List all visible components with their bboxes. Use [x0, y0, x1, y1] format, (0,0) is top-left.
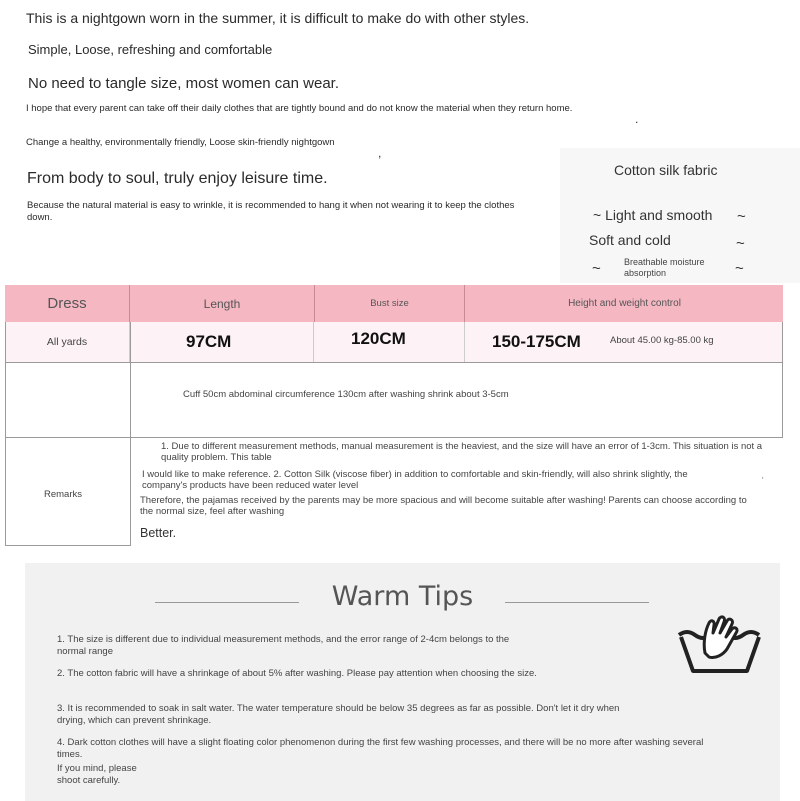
remark-3: Therefore, the pajamas received by the parents may be more spacious and will become suitable after washing! Parents can choose according to the normal size, feel after washing [140, 495, 747, 517]
decorative-comma: , [378, 146, 382, 160]
tilde-decoration: ~ [736, 235, 745, 252]
tip-2: 2. The cotton fabric will have a shrinkage of about 5% after washing. Please pay attention when choosing the size. [57, 668, 537, 679]
warm-tips-title: Warm Tips [331, 581, 474, 612]
table-line [5, 362, 783, 363]
fabric-feature-breathable: Breathable moisture absorption [624, 257, 705, 278]
tilde-decoration: ~ [737, 208, 746, 225]
intro-line-2: Simple, Loose, refreshing and comfortable [28, 42, 273, 57]
fabric-title: Cotton silk fabric [614, 162, 718, 178]
intro-line-5: Change a healthy, environmentally friendly, Loose skin-friendly nightgown [26, 137, 335, 148]
table-row [5, 322, 783, 363]
intro-line-1: This is a nightgown worn in the summer, it is difficult to make do with other styles. [26, 10, 530, 26]
tips-rule-right [505, 602, 649, 603]
table-line [130, 322, 131, 546]
header-bust: Bust size [315, 285, 465, 322]
remark-4: Better. [140, 526, 177, 540]
fabric-feature-soft: Soft and cold [589, 232, 671, 248]
tilde-decoration: ~ [735, 260, 744, 277]
intro-line-3: No need to tangle size, most women can wear. [28, 75, 340, 92]
table-line [782, 322, 783, 438]
tip-4-line-2: If you mind, please [57, 763, 137, 774]
remark-1: 1. Due to different measurement methods, manual measurement is the heaviest, and the size will have an error of 1-3cm. This situation is not a quality problem. This table [161, 441, 763, 463]
decorative-dot: . [635, 112, 639, 126]
cell-height: 150-175CM [492, 332, 581, 351]
fabric-feature-smooth: ~ Light and smooth [593, 207, 713, 223]
remark-2: I would like to make reference. 2. Cotton Silk (viscose fiber) in addition to comfortable and skin-friendly, will also shrink slightly, the company's products have been reduced water level [142, 469, 688, 491]
table-line [5, 545, 131, 546]
tip-4-line-3: shoot carefully. [57, 775, 121, 786]
cell-weight: About 45.00 kg-85.00 kg [610, 334, 714, 346]
cell-length: 97CM [130, 322, 314, 362]
tip-3: 3. It is recommended to soak in salt water. The water temperature should be below 35 degrees as far as possible. Don't let it dry when drying, which can prevent shrinkage. [57, 703, 620, 726]
tip-4: 4. Dark cotton clothes will have a slight floating color phenomenon during the first few washing processes, and there will be no more after washing several times. [57, 737, 704, 760]
cell-bust: 120CM [315, 322, 465, 362]
tilde-decoration: ~ [592, 260, 601, 277]
warm-tips-panel [25, 563, 780, 801]
intro-line-7: Because the natural material is easy to wrinkle, it is recommended to hang it when not wearing it to keep the clothes down. [27, 200, 515, 223]
remarks-label: Remarks [44, 489, 83, 500]
header-height-weight: Height and weight control [568, 298, 681, 309]
header-dress: Dress [5, 285, 130, 322]
cuff-note: Cuff 50cm abdominal circumference 130cm after washing shrink about 3-5cm [183, 389, 509, 400]
intro-line-4: I hope that every parent can take off their daily clothes that are tightly bound and do not know the material when they return home. [26, 103, 573, 114]
hand-wash-icon [675, 613, 765, 675]
intro-line-6: From body to soul, truly enjoy leisure time. [27, 170, 328, 187]
table-line [5, 322, 6, 546]
cell-size: All yards [5, 322, 130, 362]
decorative-dot: ' [762, 476, 764, 485]
header-length: Length [130, 285, 315, 322]
size-table-header [5, 285, 783, 323]
tip-1: 1. The size is different due to individual measurement methods, and the error range of 2-4cm belongs to the normal range [57, 634, 510, 657]
table-line [5, 437, 783, 438]
